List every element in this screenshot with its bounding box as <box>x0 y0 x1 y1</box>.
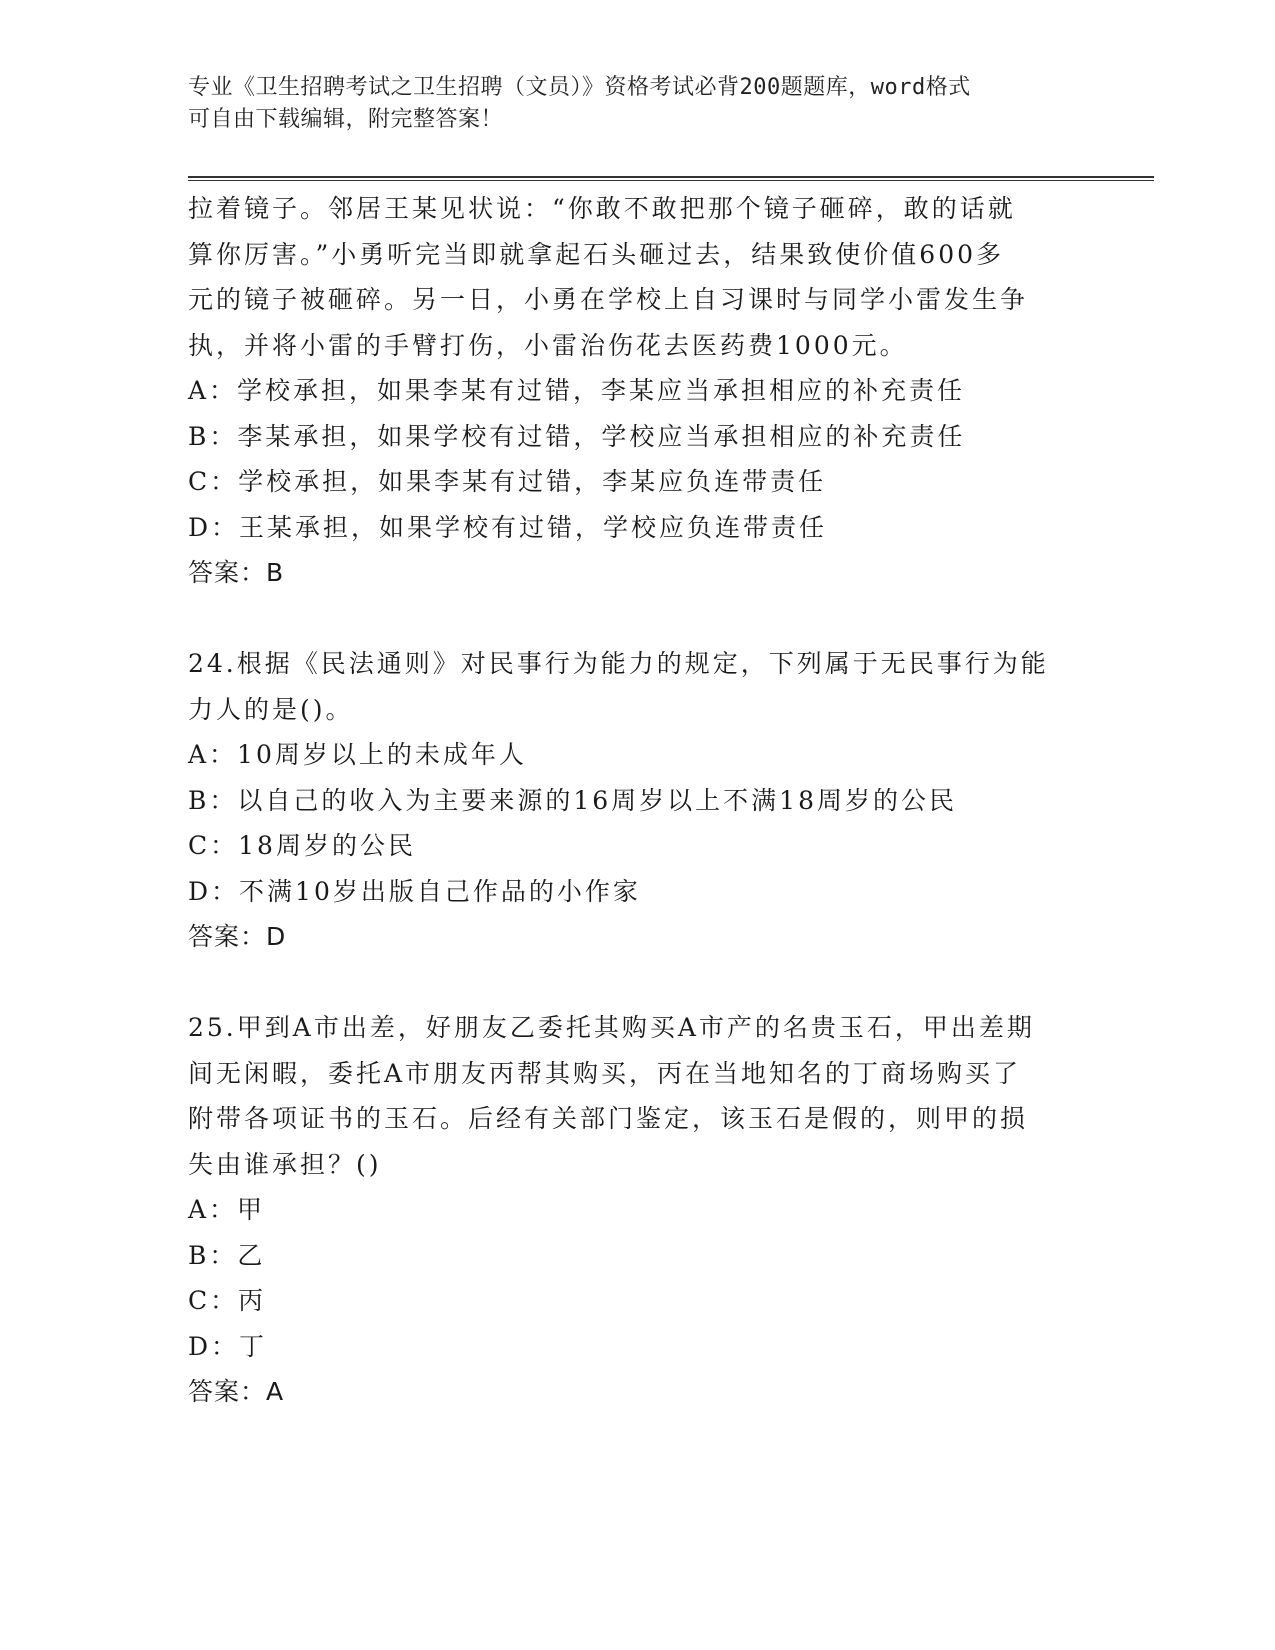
question-stem-line: 算你厉害。”小勇听完当即就拿起石头砸过去，结果致使价值600多 <box>188 239 1005 269</box>
option-d: D：王某承担，如果学校有过错，学校应负连带责任 <box>188 512 828 542</box>
header-line-1: 专业《卫生招聘考试之卫生招聘（文员）》资格考试必背200题题库，word格式 <box>188 75 971 100</box>
question-stem-line: 失由谁承担？() <box>188 1149 382 1179</box>
question-spacer <box>188 960 1088 1006</box>
option-c: C：丙 <box>188 1286 267 1315</box>
answer-line: 答案：A <box>188 1377 285 1406</box>
question-stem-line: 拉着镜子。邻居王某见状说：“你敢不敢把那个镜子砸碎，敢的话就 <box>188 194 1016 223</box>
option-a: A：甲 <box>188 1195 266 1224</box>
answer-line: 答案：B <box>188 558 285 587</box>
question-stem-line: 执，并将小雷的手臂打伤，小雷治伤花去医药费1000元。 <box>188 330 908 360</box>
document-body <box>188 186 1088 1415</box>
option-b: B：乙 <box>188 1240 266 1270</box>
question-stem-line: 元的镜子被砸碎。另一日，小勇在学校上自习课时与同学小雷发生争 <box>188 285 1029 314</box>
option-c: C：学校承担，如果李某有过错，李某应负连带责任 <box>188 467 827 496</box>
option-a: A：10周岁以上的未成年人 <box>188 740 527 769</box>
question-stem-line: 25.甲到A市出差，好朋友乙委托其购买A市产的名贵玉石，甲出差期 <box>188 1013 1035 1042</box>
option-a: A：学校承担，如果李某有过错，李某应当承担相应的补充责任 <box>188 376 966 405</box>
header-line-2: 可自由下载编辑，附完整答案！ <box>188 107 504 132</box>
option-d: D：丁 <box>188 1331 268 1361</box>
question-23 <box>188 186 1088 596</box>
question-24 <box>188 641 1088 960</box>
question-stem-line: 附带各项证书的玉石。后经有关部门鉴定，该玉石是假的，则甲的损 <box>188 1104 1029 1133</box>
option-c: C：18周岁的公民 <box>188 831 416 860</box>
question-25 <box>188 1005 1088 1415</box>
document-header <box>188 72 1068 136</box>
question-stem-line: 间无闲暇，委托A市朋友丙帮其购买，丙在当地知名的丁商场购买了 <box>188 1058 1022 1088</box>
option-b: B：李某承担，如果学校有过错，学校应当承担相应的补充责任 <box>188 421 966 451</box>
question-stem-line: 24.根据《民法通则》对民事行为能力的规定，下列属于无民事行为能 <box>188 649 1049 678</box>
answer-line: 答案：D <box>188 922 287 951</box>
question-spacer <box>188 596 1088 642</box>
option-b: B：以自己的收入为主要来源的16周岁以上不满18周岁的公民 <box>188 785 957 815</box>
option-d: D：不满10岁出版自己作品的小作家 <box>188 876 641 906</box>
question-stem-line: 力人的是()。 <box>188 694 354 724</box>
header-divider <box>188 176 1154 181</box>
